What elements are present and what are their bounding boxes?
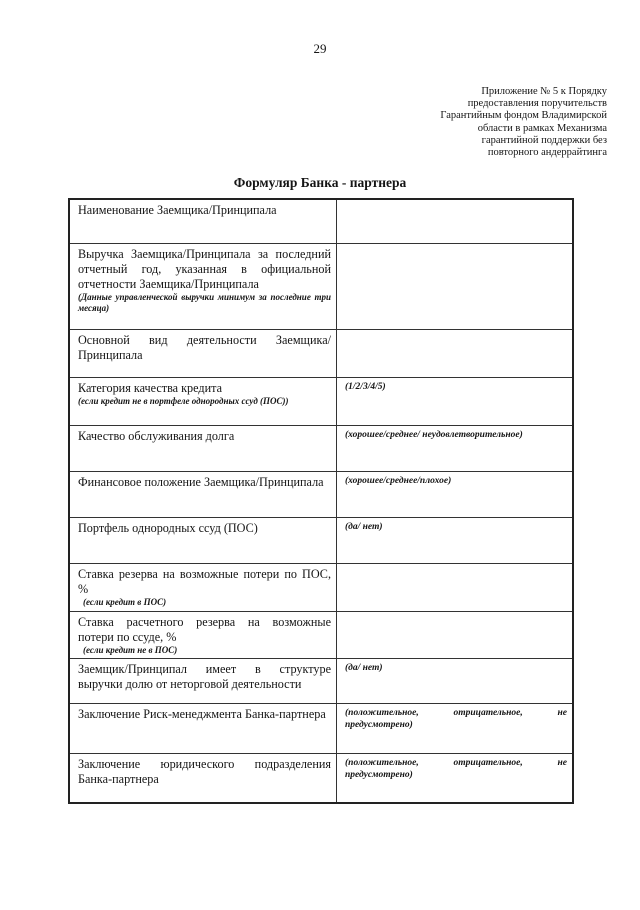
page-number: 29 <box>313 41 327 56</box>
row-value-cell[interactable] <box>337 329 574 377</box>
row-value-cell[interactable] <box>337 611 574 658</box>
row-note: (если кредит в ПОС) <box>83 596 167 607</box>
table-row <box>69 377 573 425</box>
row-note: (если кредит не в ПОС) <box>83 644 178 655</box>
row-value-cell[interactable] <box>337 563 574 611</box>
table-row <box>69 517 573 563</box>
table-row <box>69 703 573 753</box>
row-label: Выручка Заемщика/Принципала за последний отчетный год, указанная в официальной отчетности Заемщика/Принципала (Данные управленческой выручки минимум за последние три месяца) <box>69 243 337 329</box>
value-option: (положительное, <box>345 757 419 768</box>
table-row <box>69 425 573 471</box>
row-label: Заемщик/Принципал имеет в структуре выручки долю от неторговой деятельности <box>69 658 337 703</box>
row-value-cell[interactable]: (хорошее/среднее/плохое) <box>337 471 574 517</box>
table-row <box>69 563 573 611</box>
row-label: Заключение юридического подразделения Банка-партнера <box>69 753 337 803</box>
row-label: Финансовое положение Заемщика/Принципала <box>69 471 337 517</box>
row-value-cell[interactable]: (да/ нет) <box>337 658 574 703</box>
row-value-cell[interactable] <box>337 753 574 803</box>
row-label: Портфель однородных ссуд (ПОС) <box>69 517 337 563</box>
table-row <box>69 199 573 243</box>
table-row <box>69 471 573 517</box>
row-label: Заключение Риск-менеджмента Банка-партнера <box>69 703 337 753</box>
value-option: не <box>557 707 567 718</box>
appendix-line: гарантийной поддержки без <box>481 134 607 146</box>
row-value-cell[interactable]: (1/2/3/4/5) <box>337 377 574 425</box>
value-option: не <box>557 757 567 768</box>
row-value-cell[interactable]: (да/ нет) <box>337 517 574 563</box>
row-label: Основной вид деятельности Заемщика/Принципала <box>69 329 337 377</box>
table-row <box>69 658 573 703</box>
value-option: отрицательное, <box>453 707 523 718</box>
row-label: Наименование Заемщика/Принципала <box>69 199 337 243</box>
row-value-cell[interactable] <box>337 243 574 329</box>
table-row <box>69 243 573 329</box>
appendix-line: предоставления поручительств <box>467 98 607 110</box>
row-label: Качество обслуживания долга <box>69 425 337 471</box>
row-value-cell[interactable] <box>337 199 574 243</box>
appendix-note <box>377 86 607 159</box>
value-option: отрицательное, <box>453 757 523 768</box>
table-row <box>69 753 573 803</box>
appendix-line: Гарантийным фондом Владимирской <box>440 110 607 122</box>
form-title: Формуляр Банка - партнера <box>233 175 407 190</box>
value-option: (положительное, <box>345 707 419 718</box>
partner-bank-form-table <box>68 198 574 804</box>
table-row <box>69 329 573 377</box>
appendix-line: области в рамках Механизма <box>477 122 607 134</box>
row-note: (если кредит не в портфеле однородных ссуд (ПОС)) <box>78 395 289 406</box>
row-value-cell[interactable]: (хорошее/среднее/ неудовлетворительное) <box>337 425 574 471</box>
row-note: (Данные управленческой выручки минимум за последние три месяца) <box>78 291 331 313</box>
row-label: Ставка резерва на возможные потери по ПОС, % (если кредит в ПОС) <box>69 563 337 611</box>
row-label: Ставка расчетного резерва на возможные потери по ссуде, % (если кредит не в ПОС) <box>69 611 337 658</box>
value-option-tail: предусмотрено) <box>345 719 413 730</box>
table-row <box>69 611 573 658</box>
appendix-line: Приложение № 5 к Порядку <box>481 86 607 97</box>
appendix-line: повторного андеррайтинга <box>487 147 607 159</box>
row-value-cell[interactable] <box>337 703 574 753</box>
row-label: Категория качества кредита (если кредит не в портфеле однородных ссуд (ПОС)) <box>69 377 337 425</box>
value-option-tail: предусмотрено) <box>345 769 413 780</box>
